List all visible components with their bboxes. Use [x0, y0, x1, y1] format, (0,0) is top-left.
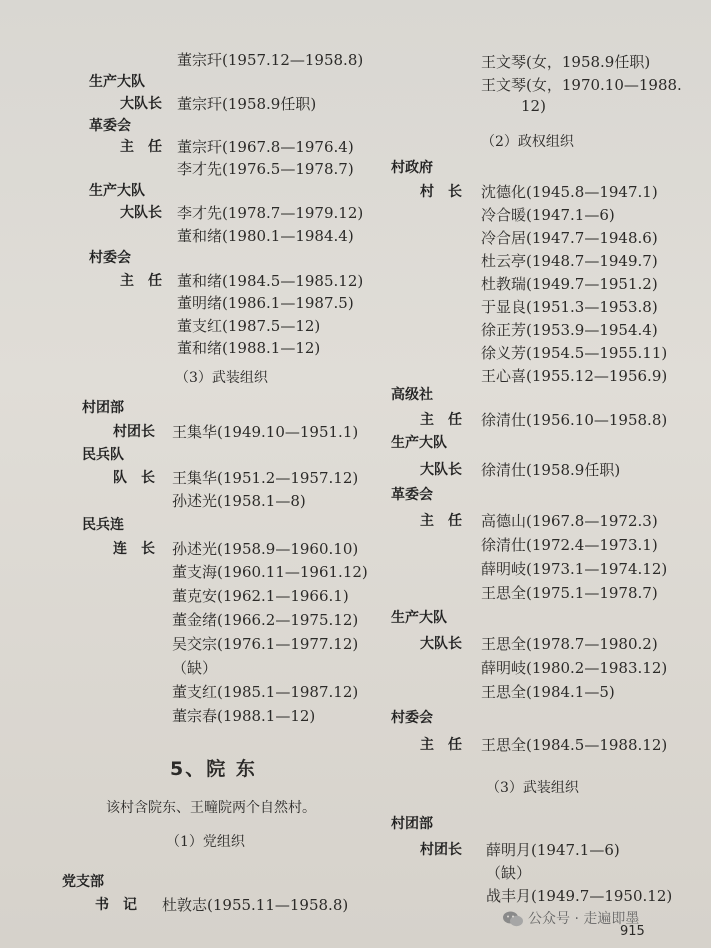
entry: （缺） [172, 659, 218, 677]
section-heading: （2）政权组织 [481, 134, 574, 150]
entry: 董金绪(1966.2—1975.12) [172, 611, 359, 629]
chapter-title: 5、院 东 [170, 758, 257, 780]
entry: 王思全(1984.1—5) [481, 683, 615, 701]
entry: 孙述光(1958.9—1960.10) [172, 540, 359, 558]
entry: 董支红(1987.5—12) [177, 317, 321, 335]
entry: 薛明月(1947.1—6) [486, 841, 620, 859]
role-label: 大队长 [120, 205, 162, 221]
entry: 李才先(1976.5—1978.7) [177, 160, 354, 178]
org-heading: 村政府 [391, 160, 433, 176]
entry: 董和绪(1984.5—1985.12) [177, 272, 364, 290]
entry: 董克安(1962.1—1966.1) [172, 587, 349, 605]
org-heading: 民兵连 [82, 517, 124, 533]
role-label: 村团长 [113, 424, 155, 440]
entry: 董和绪(1980.1—1984.4) [177, 227, 354, 245]
entry: 徐清仕(1956.10—1958.8) [481, 411, 668, 429]
org-heading: 生产大队 [89, 183, 145, 199]
entry: 董宗玕(1958.9任职) [177, 95, 317, 113]
entry: （缺） [486, 864, 532, 882]
entry: 杜敦志(1955.11—1958.8) [162, 896, 349, 914]
watermark: 公众号 · 走遍即墨 [528, 911, 640, 927]
org-heading: 高级社 [391, 387, 433, 403]
entry: 董宗玕(1957.12—1958.8) [177, 51, 364, 69]
entry: 杜云亭(1948.7—1949.7) [481, 252, 658, 270]
entry: 徐清仕(1972.4—1973.1) [481, 536, 658, 554]
role-label: 主 任 [420, 412, 462, 428]
org-heading: 村团部 [82, 400, 124, 416]
role-label: 书 记 [95, 897, 137, 913]
org-heading: 革委会 [89, 118, 131, 134]
role-label: 村 长 [420, 184, 462, 200]
org-heading: 村委会 [89, 250, 131, 266]
role-label: 主 任 [420, 513, 462, 529]
entry: 董支红(1985.1—1987.12) [172, 683, 359, 701]
role-label: 主 任 [420, 737, 462, 753]
org-heading: 革委会 [391, 487, 433, 503]
entry: 董和绪(1988.1—12) [177, 339, 321, 357]
role-label: 村团长 [420, 842, 462, 858]
org-heading: 党支部 [62, 874, 104, 890]
section-heading: （3）武装组织 [175, 370, 268, 386]
entry: 冷合暖(1947.1—6) [481, 206, 615, 224]
entry: 董支海(1960.11—1961.12) [172, 563, 368, 581]
section-heading: （3）武装组织 [486, 780, 579, 796]
role-label: 主 任 [120, 273, 162, 289]
entry: 沈德化(1945.8—1947.1) [481, 183, 658, 201]
org-heading: 村团部 [391, 816, 433, 832]
entry: 薛明岐(1980.2—1983.12) [481, 659, 668, 677]
entry: 王集华(1949.10—1951.1) [172, 423, 359, 441]
role-label: 大队长 [420, 462, 462, 478]
role-label: 连 长 [113, 541, 155, 557]
org-heading: 生产大队 [391, 610, 447, 626]
entry: 于显良(1951.3—1953.8) [481, 298, 658, 316]
entry: 王思全(1975.1—1978.7) [481, 584, 658, 602]
page-number: 915 [620, 924, 645, 939]
entry: 孙述光(1958.1—8) [172, 492, 306, 510]
entry: 李才先(1978.7—1979.12) [177, 204, 364, 222]
entry: 王思全(1984.5—1988.12) [481, 736, 668, 754]
entry: 王集华(1951.2—1957.12) [172, 469, 359, 487]
entry: 薛明岐(1973.1—1974.12) [481, 560, 668, 578]
org-heading: 民兵队 [82, 447, 124, 463]
wechat-icon [502, 910, 524, 928]
org-heading: 生产大队 [89, 74, 145, 90]
org-heading: 村委会 [391, 710, 433, 726]
paragraph: 该村含院东、王疃院两个自然村。 [106, 800, 316, 816]
entry: 高德山(1967.8—1972.3) [481, 512, 658, 530]
entry: 王文琴(女，1958.9任职) [481, 53, 651, 71]
entry: 徐清仕(1958.9任职) [481, 461, 621, 479]
entry: 徐正芳(1953.9—1954.4) [481, 321, 658, 339]
role-label: 主 任 [120, 139, 162, 155]
entry: 吴交宗(1976.1—1977.12) [172, 635, 359, 653]
entry: 冷合居(1947.7—1948.6) [481, 229, 658, 247]
section-heading: （1）党组织 [166, 834, 245, 850]
entry: 战丰月(1949.7—1950.12) [486, 887, 673, 905]
role-label: 大队长 [120, 96, 162, 112]
entry: 董明绪(1986.1—1987.5) [177, 294, 354, 312]
entry: 12) [521, 97, 546, 115]
org-heading: 生产大队 [391, 435, 447, 451]
entry: 董宗春(1988.1—12) [172, 707, 316, 725]
entry: 董宗玕(1967.8—1976.4) [177, 138, 354, 156]
entry: 王心喜(1955.12—1956.9) [481, 367, 668, 385]
entry: 杜教瑞(1949.7—1951.2) [481, 275, 658, 293]
entry: 王文琴(女，1970.10—1988. [481, 76, 682, 94]
role-label: 大队长 [420, 636, 462, 652]
role-label: 队 长 [113, 470, 155, 486]
entry: 徐义芳(1954.5—1955.11) [481, 344, 668, 362]
entry: 王思全(1978.7—1980.2) [481, 635, 658, 653]
